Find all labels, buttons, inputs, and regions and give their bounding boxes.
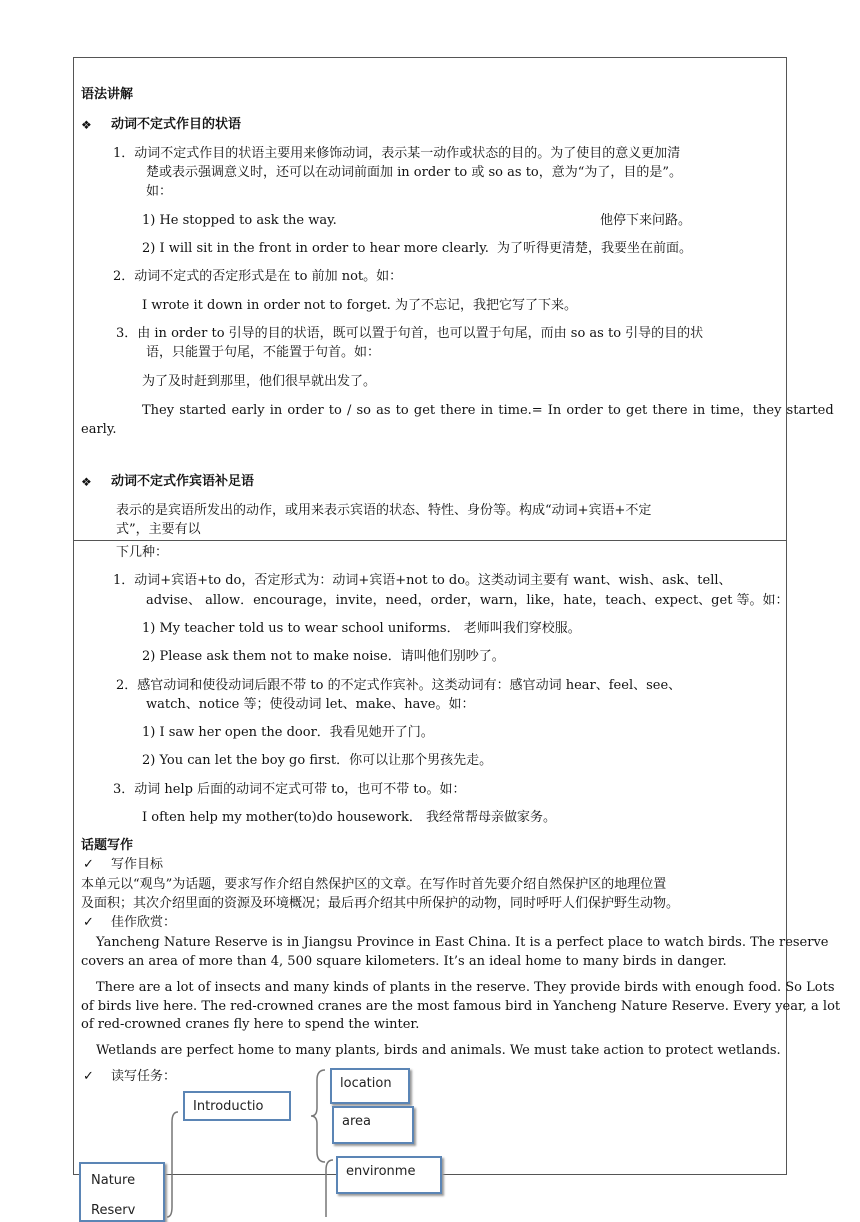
s1-p1c: 如： [146,184,173,199]
writing-heading: 话题写作 [81,838,134,853]
s1-ex3: I wrote it down in order not to forget. 为了不忘记，我把它写了下来。 [142,298,577,313]
s1-ex1-en: 1) He stopped to ask the way. [142,213,337,228]
s1-p1: 1．动词不定式作目的状语主要用来修饰动词，表示某一动作或状态的目的。为了使目的意义更加清 [113,146,681,161]
goal-text-b: 及面积；其次介绍里面的资源及环境概况；最后再介绍其中所保护的动物，同时呼吁人们保护野生动物。 [81,896,680,911]
s2-p1b: advise、 allow．encourage，invite，need，order，warn，like，hate，teach、expect、get 等。如： [146,593,789,608]
s2-intro-a: 表示的是宾语所发出的动作，或用来表示宾语的状态、特性、身份等。构成“动词+宾语+不定 [116,503,652,518]
diamond-bullet-icon: ❖ [81,118,92,132]
s2-p1: 1．动词+宾语+to do，否定形式为：动词+宾语+not to do。这类动词主要有 want、wish、ask、tell、 [113,573,732,588]
essay-para2-c: of red-crowned cranes fly here to spend the winter. [81,1017,420,1032]
essay-para2-a: There are a lot of insects and many kinds of plants in the reserve. They provide birds with enough food. So Lots [96,980,835,995]
essay-para3: Wetlands are perfect home to many plants, birds and animals. We must take action to protect wetlands. [96,1043,781,1058]
s1-ex4-cn: 为了及时赶到那里，他们很早就出发了。 [142,374,377,389]
s1-ex1-cn: 他停下来问路。 [600,213,692,228]
mindmap-node-root: Nature Reserv [79,1162,165,1222]
s1-ex4-en-b: early. [81,422,117,437]
s2-ex1: 1) My teacher told us to wear school uniforms． 老师叫我们穿校服。 [142,621,581,636]
mindmap-node-environment: environme [336,1156,442,1194]
s2-p3: 3．动词 help 后面的动词不定式可带 to，也可不带 to。如： [113,782,466,797]
task-label: 读写任务： [111,1069,177,1084]
essay-para1-b: covers an area of more than 4, 500 square kilometers. It’s an ideal home to many birds in danger. [81,954,727,969]
s2-ex2: 2) Please ask them not to make noise．请叫他们别吵了。 [142,649,505,664]
mindmap-node-intro: Introductio [183,1091,291,1121]
s2-intro-c: 下几种： [116,545,169,560]
s2-intro-b: 式”，主要有以 [116,522,201,537]
goal-label: 写作目标 [111,857,164,872]
check-mark-icon: ✓ [83,857,94,872]
s1-ex2-en: 2) I will sit in the front in order to hear more clearly. [142,241,489,256]
check-mark-icon: ✓ [83,915,94,930]
mindmap-node-area: area [332,1106,414,1144]
s1-p3b: 语，只能置于句尾，不能置于句首。如： [146,345,381,360]
s2-p2: 2．感官动词和使役动词后跟不带 to 的不定式作宾补。这类动词有：感官动词 hear、feel、see、 [116,678,682,693]
essay-para2-b: of birds live here. The red-crowned cranes are the most famous bird in Yancheng Nature Reserve. Every year, a lot [81,999,841,1014]
s1-p3: 3．由 in order to 引导的目的状语，既可以置于句首，也可以置于句尾，而由 so as to 引导的目的状 [116,326,704,341]
s1-p2: 2．动词不定式的否定形式是在 to 前加 not。如： [113,269,403,284]
s2-ex5: I often help my mother(to)do housework． 我经常帮母亲做家务。 [142,810,557,825]
section2-title: 动词不定式作宾语补足语 [111,474,255,489]
mindmap-node-location: location [330,1068,410,1104]
check-mark-icon: ✓ [83,1069,94,1084]
goal-text-a: 本单元以“观鸟”为话题，要求写作介绍自然保护区的文章。在写作时首先要介绍自然保护区的地理位置 [81,877,667,892]
s1-ex4-en-a: They started early in order to / so as to get there in time.= In order to get there in time，they started [142,403,834,418]
s1-p1b: 楚或表示强调意义时，还可以在动词前面加 in order to 或 so as to，意为“为了，目的是”。 [146,165,683,180]
s2-ex3: 1) I saw her open the door．我看见她开了门。 [142,725,434,740]
appreciation-label: 佳作欣赏： [111,915,177,930]
grammar-heading: 语法讲解 [81,87,134,102]
diamond-bullet-icon: ❖ [81,475,92,489]
s2-ex4: 2) You can let the boy go first．你可以让那个男孩先走。 [142,753,493,768]
s2-p2b: watch、notice 等；使役动词 let、make、have。如： [146,697,475,712]
s1-ex2-cn: 为了听得更清楚，我要坐在前面。 [497,241,693,256]
section1-title: 动词不定式作目的状语 [111,117,242,132]
essay-para1-a: Yancheng Nature Reserve is in Jiangsu Province in East China. It is a perfect place to watch birds. The reserve [96,935,829,950]
